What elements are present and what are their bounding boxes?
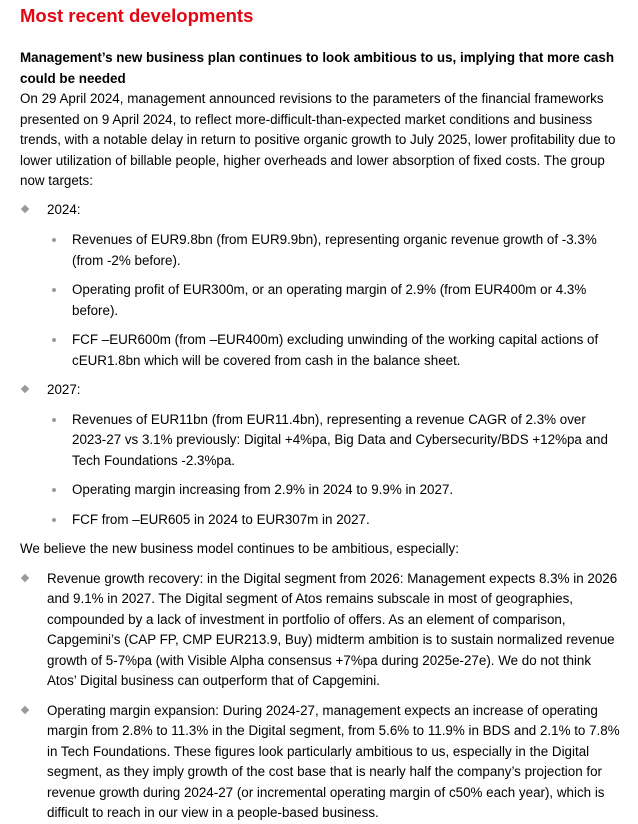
diamond-bullet-icon: [21, 385, 29, 393]
list-item-text: Revenue growth recovery: in the Digital segment from 2026: Management expects 8.3% in 2026 and 9.1% in 2027. The Digital segment of Atos remains subscale in most of geographies, compounded by a lack of investment in portfolio of offers. As an element of comparison, Capgemini’s (CAP FP, CMP EUR213.9, Buy) midterm ambition is to sustain normalized revenue growth of 5-7%pa (with Visible Alpha consensus +7%pa during 2025e-27e). We do not think Atos’ Digital business can outperform that of Capgemini.: [47, 570, 618, 688]
belief-paragraph: We believe the new business model continues to be ambitious, especially:: [20, 541, 459, 556]
list-item-text: Revenues of EUR9.8bn (from EUR9.9bn), representing organic revenue growth of -3.3% (from -2% before).: [72, 232, 597, 268]
document-page: [20, 3, 622, 824]
list-item: [20, 510, 622, 531]
dot-bullet-icon: [52, 418, 56, 422]
list-item-text: Operating margin increasing from 2.9% in 2024 to 9.9% in 2027.: [72, 482, 454, 497]
target-year-label: 2024:: [47, 201, 81, 217]
list-item: [20, 280, 622, 321]
list-item: [20, 701, 622, 824]
dot-bullet-icon: [52, 488, 56, 492]
list-item: [20, 410, 622, 472]
intro-paragraph: On 29 April 2024, management announced revisions to the parameters of the financial frameworks presented on 9 April 2024, to reflect more-difficult-than-expected market conditions and business trends, with a notable delay in return to positive organic growth to July 2025, lower profitability due to lower utilization of billable people, higher overheads and lower absorption of fixed costs. The group now targets:: [20, 91, 616, 188]
diamond-bullet-icon: [21, 705, 29, 713]
diamond-bullet-icon: [21, 204, 29, 212]
list-item-text: FCF –EUR600m (from –EUR400m) excluding unwinding of the working capital actions of cEUR1.8bn which will be covered from cash in the balance sheet.: [72, 332, 599, 368]
list-item-text: FCF from –EUR605 in 2024 to EUR307m in 2027.: [72, 511, 370, 527]
list-item-text: Operating margin expansion: During 2024-27, management expects an increase of operating margin from 2.8% to 11.3% in the Digital segment, from 5.6% to 11.9% in BDS and 2.1% to 7.8% in Tech Foundations. These figures look particularly ambitious to us, especially in the Digital segment, as they imply growth of the cost base that is nearly half the company’s projection for revenue growth during 2024-27 (or incremental operating margin of c50% each year), which is difficult to reach in our view in a people-based business.: [47, 702, 620, 820]
section-title: Most recent developments: [20, 5, 254, 26]
list-item: [20, 480, 622, 501]
list-item-text: Revenues of EUR11bn (from EUR11.4bn), representing a revenue CAGR of 2.3% over 2023-27 vs 3.1% previously: Digital +4%pa, Big Data and Cybersecurity/BDS +12%pa and Tech Foundations -2.3%pa.: [72, 411, 608, 468]
list-item: [20, 330, 622, 371]
dot-bullet-icon: [52, 518, 56, 522]
dot-bullet-icon: [52, 338, 56, 342]
list-item-text: Operating profit of EUR300m, or an operating margin of 2.9% (from EUR400m or 4.3% before).: [72, 282, 587, 318]
target-2027: [20, 380, 622, 401]
diamond-bullet-icon: [21, 573, 29, 581]
dot-bullet-icon: [52, 288, 56, 292]
dot-bullet-icon: [52, 238, 56, 242]
target-year-label: 2027:: [47, 382, 81, 397]
list-item: [20, 569, 622, 692]
subheading: Management’s new business plan continues to look ambitious to us, implying that more cash could be needed: [20, 50, 614, 86]
list-item: [20, 230, 622, 271]
target-2024: [20, 200, 622, 221]
